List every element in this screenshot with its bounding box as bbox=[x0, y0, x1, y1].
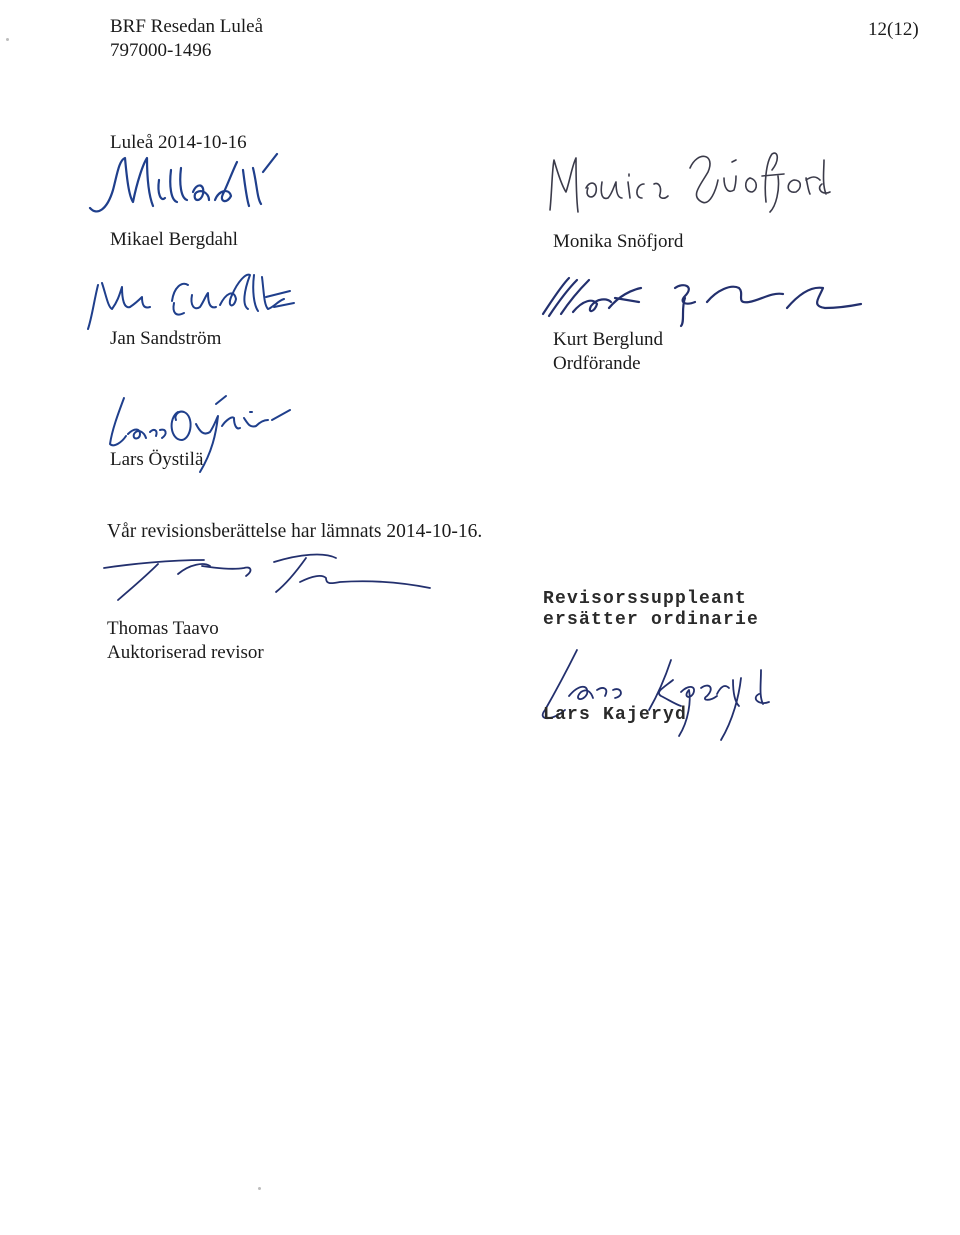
signature-jan-sandstrom bbox=[80, 265, 300, 335]
organization-name: BRF Resedan Luleå bbox=[110, 16, 264, 37]
substitute-name: Lars Kajeryd bbox=[543, 705, 688, 725]
auditor-name: Thomas Taavo bbox=[107, 618, 219, 639]
organization-number: 797000-1496 bbox=[110, 40, 212, 61]
signatory-name: Monika Snöfjord bbox=[553, 231, 684, 252]
signature-mikael-bergdahl bbox=[85, 150, 285, 225]
scan-speck bbox=[6, 38, 9, 41]
signatory-name: Kurt Berglund bbox=[553, 329, 663, 350]
auditor-title: Auktoriserad revisor bbox=[107, 642, 264, 663]
signatory-name: Mikael Bergdahl bbox=[110, 229, 238, 250]
signature-thomas-taavo bbox=[100, 548, 435, 603]
audit-statement: Vår revisionsberättelse har lämnats 2014-10-16. bbox=[107, 521, 483, 542]
signatory-name: Jan Sandström bbox=[110, 328, 222, 349]
signatory-role: Ordförande bbox=[553, 353, 641, 374]
substitute-stamp-line2: ersätter ordinarie bbox=[543, 610, 760, 630]
page-indicator: 12(12) bbox=[868, 19, 919, 40]
signatory-name: Lars Öystilä bbox=[110, 449, 204, 470]
scan-speck bbox=[258, 1187, 261, 1190]
signature-kurt-berglund bbox=[535, 268, 865, 328]
signature-lars-kajeryd bbox=[525, 640, 775, 750]
signature-monika-snofjord bbox=[540, 140, 830, 225]
substitute-stamp-line1: Revisorssuppleant bbox=[543, 589, 748, 609]
place-date: Luleå 2014-10-16 bbox=[110, 132, 247, 153]
